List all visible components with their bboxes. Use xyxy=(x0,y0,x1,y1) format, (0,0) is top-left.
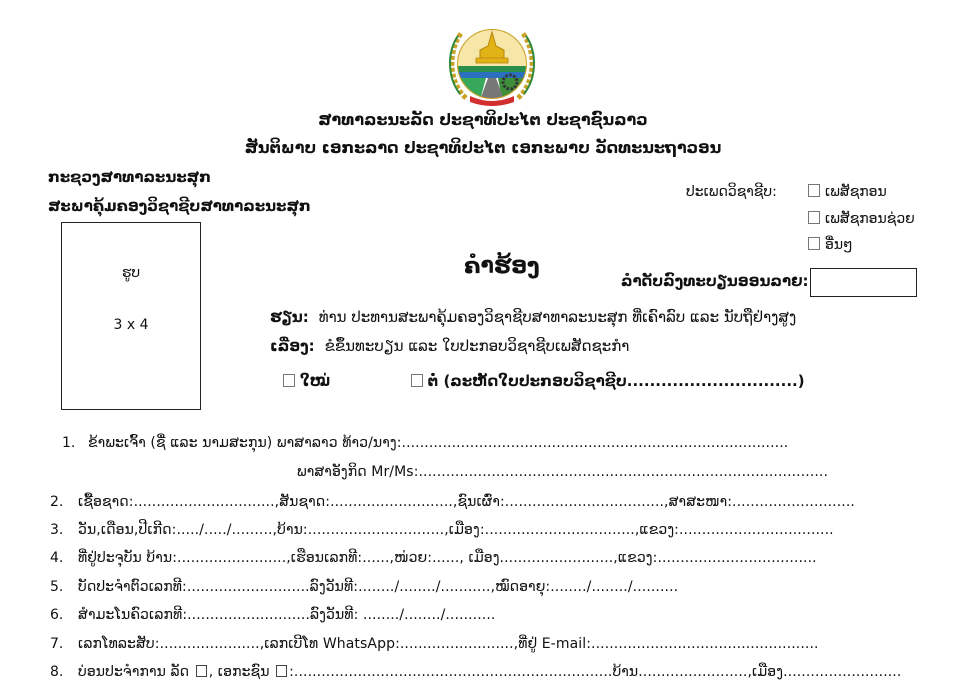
new-checkbox[interactable] xyxy=(283,374,295,387)
subject-text: ຂໍຂຶ້ນທະບຽນ ແລະ ໃບປະກອບວິຊາຊີບເພສັດຊະກໍາ xyxy=(324,337,630,355)
subject-label: ເລື່ອງ: xyxy=(270,337,315,355)
option-label: ອື່ນໆ xyxy=(825,237,853,253)
request-type-line xyxy=(283,372,805,390)
item-number-7: 7. xyxy=(50,636,64,652)
birth-date-place-field[interactable]: ວັນ,ເດືອນ,ປີເກີດ:...../...../.........,ບ້ານ:..............................,ເມືອງ:.................................,ແຂວງ:.................................. xyxy=(78,522,834,538)
photo-label: ຮູບ xyxy=(121,265,141,281)
photo-size: 3 x 4 xyxy=(113,317,149,333)
item-number-4: 4. xyxy=(50,550,64,566)
profession-option-other[interactable] xyxy=(808,237,853,253)
name-lao-field[interactable]: ຂ້າພະເຈົ້າ (ຊື່ ແລະ ນາມສະກຸນ) ພາສາລາວ ທ້າວ/ນາງ:..................................................................................... xyxy=(88,435,789,451)
item-number-8: 8. xyxy=(50,664,64,680)
recipient-text: ທ່ານ ປະທານສະພາຄຸ້ມຄອງວິຊາຊີບສາທາລະນະສຸກ ທີ່ເຄົາລົບ ແລະ ນັບຖືຢ່າງສູງ xyxy=(318,308,797,326)
registration-number-field[interactable] xyxy=(810,268,917,297)
checkbox[interactable] xyxy=(808,184,820,197)
option-label: ເພສັຊກອນຊ່ວຍ xyxy=(825,211,915,227)
option-label: ເພສັຊກອນ xyxy=(825,184,887,200)
current-address-field[interactable]: ທີ່ຢູ່ປະຈຸບັນ ບ້ານ:........................,ເຮືອນເລກທີ:......,ໜ່ວຍ:......, ເມືອງ.........................,ແຂວງ:................................... xyxy=(78,550,817,566)
item-number-6: 6. xyxy=(50,607,64,623)
renew-label: ຕໍ່ (ລະຫັດໃບປະກອບວິຊາຊີບ..............................) xyxy=(427,372,805,390)
workplace-address: :......................................................................ບ້ານ........................,ເມືອງ.......................... xyxy=(289,664,902,680)
ethnicity-nationality-field[interactable]: ເຊື້ອຊາດ:...............................,ສັນຊາດ:...........................,ຊົນເຜົ່າ:...................................,ສາສະໜາ:........................... xyxy=(78,494,855,510)
checkbox[interactable] xyxy=(808,237,820,250)
registration-number-label: ລໍາດັບລົງທະບຽນອອນລາຍ: xyxy=(621,272,809,290)
workplace-field[interactable] xyxy=(78,664,901,680)
profession-type-label: ປະເພດວິຊາຊີບ: xyxy=(686,184,777,200)
profession-option-pharmacist[interactable] xyxy=(808,184,887,200)
republic-heading: ສາທາລະນະລັດ ປະຊາທິປະໄຕ ປະຊາຊົນລາວ xyxy=(318,110,648,129)
national-emblem xyxy=(444,20,540,106)
workplace-label: ບ່ອນປະຈໍາການ ລັດ xyxy=(78,664,190,680)
national-motto: ສັນຕິພາບ ເອກະລາດ ປະຊາທິປະໄຕ ເອກະພາບ ວັດທະນະຖາວອນ xyxy=(244,138,722,157)
recipient-line xyxy=(270,308,796,326)
private-sector-label: , ເອກະຊົນ xyxy=(208,664,270,680)
public-sector-checkbox[interactable] xyxy=(196,665,207,677)
item-number-2: 2. xyxy=(50,494,64,510)
ministry-name: ກະຊວງສາທາລະນະສຸກ xyxy=(48,168,211,186)
id-card-field[interactable]: ບັດປະຈໍາຕົວເລກທີ:...........................ລົງວັນທີ:......../......../...........,ໝົດອາຍຸ:......../......../.......... xyxy=(78,579,679,595)
subject-line xyxy=(270,337,629,355)
renew-checkbox[interactable] xyxy=(411,374,423,387)
private-sector-checkbox[interactable] xyxy=(276,665,287,677)
council-name: ສະພາຄຸ້ມຄອງວິຊາຊີບສາທາລະນະສຸກ xyxy=(48,197,311,215)
profession-option-assistant-pharmacist[interactable] xyxy=(808,211,915,227)
recipient-label: ຮຽນ: xyxy=(270,308,309,326)
form-title: ຄໍາຮ້ອງ xyxy=(464,254,540,279)
item-number-1: 1. xyxy=(62,435,76,451)
new-label: ໃໝ່ xyxy=(300,372,331,390)
photo-box xyxy=(61,222,201,410)
family-book-field[interactable]: ສໍາມະໂນຄົວເລກທີ:...........................ລົງວັນທີ: ......../......../........... xyxy=(78,607,496,623)
name-english-field[interactable]: ພາສາອັງກິດ Mr/Ms:.......................................................................................... xyxy=(297,464,829,480)
checkbox[interactable] xyxy=(808,211,820,224)
item-number-5: 5. xyxy=(50,579,64,595)
item-number-3: 3. xyxy=(50,522,64,538)
contact-field[interactable]: ເລກໂທລະສັບ:......................,ເລກເບີໂທ WhatsApp:.........................,ທີ່ຢູ່ E-mail:.................................................. xyxy=(78,636,819,652)
